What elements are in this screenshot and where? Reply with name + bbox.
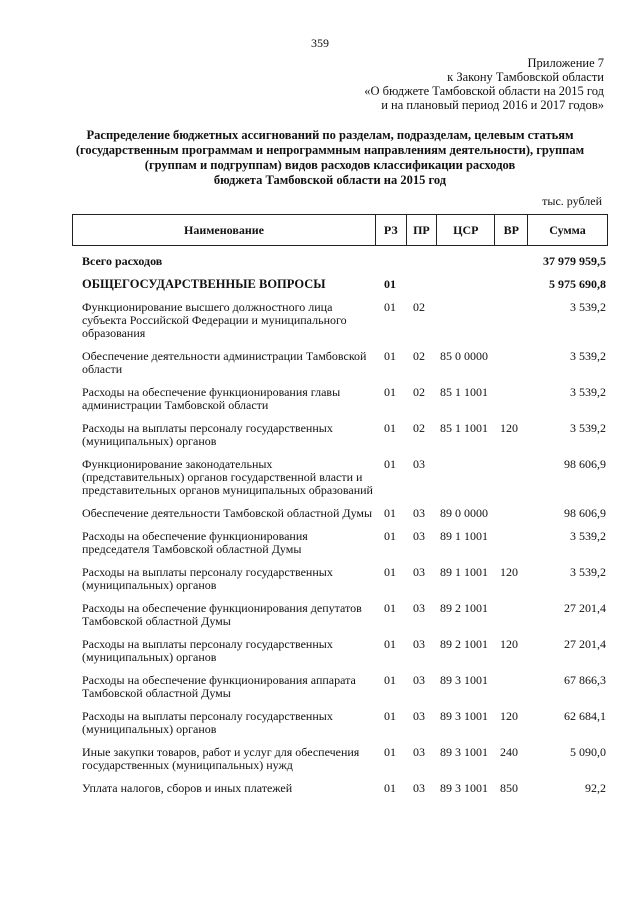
cell-csr xyxy=(438,301,496,340)
cell-rz: 01 xyxy=(384,565,396,579)
cell-name: Уплата налогов, сборов и иных платежей xyxy=(82,781,293,795)
cell-name: Обеспечение деятельности Тамбовской областной Думы xyxy=(82,506,373,520)
cell-sum: 5 090,0 xyxy=(570,745,606,759)
cell-csr: 89 3 1001 xyxy=(440,709,488,723)
cell-name: Расходы на обеспечение функционирования аппарата Тамбовской областной Думы xyxy=(82,673,356,700)
units-label: тыс. рублей xyxy=(542,194,602,208)
cell-csr: 89 3 1001 xyxy=(440,673,488,687)
cell-name: Расходы на выплаты персоналу государственных (муниципальных) органов xyxy=(82,637,333,664)
cell-name: Расходы на обеспечение функционирования депутатов Тамбовской областной Думы xyxy=(82,601,362,628)
table-row xyxy=(72,507,608,520)
cell-csr: 85 1 1001 xyxy=(440,385,488,399)
table-header xyxy=(72,214,608,246)
cell-rz: 01 xyxy=(384,637,396,651)
cell-rz: 01 xyxy=(384,781,396,795)
cell-rz: 01 xyxy=(384,601,396,615)
title-line: (государственным программам и непрограммным направлениям деятельности), группам xyxy=(75,143,585,157)
cell-vr xyxy=(496,507,528,520)
cell-csr xyxy=(438,278,496,291)
table-row xyxy=(72,530,608,556)
cell-rz: 01 xyxy=(384,349,396,363)
cell-pr: 03 xyxy=(413,457,425,471)
cell-pr: 03 xyxy=(413,637,425,651)
cell-sum: 27 201,4 xyxy=(564,601,606,615)
cell-csr: 85 1 1001 xyxy=(440,421,488,435)
cell-vr xyxy=(496,278,528,291)
cell-rz: 01 xyxy=(384,385,396,399)
cell-rz: 01 xyxy=(384,709,396,723)
cell-rz: 01 xyxy=(384,277,396,291)
cell-pr: 02 xyxy=(413,385,425,399)
header-sum: Сумма xyxy=(527,215,607,245)
cell-vr xyxy=(496,674,528,700)
cell-csr: 89 3 1001 xyxy=(440,781,488,795)
cell-pr: 02 xyxy=(413,300,425,314)
appendix-line: и на плановый период 2016 и 2017 годов» xyxy=(381,98,604,112)
cell-pr xyxy=(408,278,438,291)
document-title xyxy=(60,128,600,188)
cell-sum: 62 684,1 xyxy=(564,709,606,723)
cell-pr: 03 xyxy=(413,745,425,759)
cell-name: Расходы на выплаты персоналу государственных (муниципальных) органов xyxy=(82,565,333,592)
cell-rz: 01 xyxy=(384,673,396,687)
cell-vr xyxy=(496,350,528,376)
cell-vr: 240 xyxy=(500,745,518,759)
table-row xyxy=(72,746,608,772)
table-row xyxy=(72,301,608,340)
cell-csr: 85 0 0000 xyxy=(440,349,488,363)
table-row xyxy=(72,255,608,268)
cell-sum: 27 201,4 xyxy=(564,637,606,651)
table-row xyxy=(72,458,608,497)
appendix-reference xyxy=(364,56,604,112)
cell-pr: 03 xyxy=(413,709,425,723)
cell-name: Расходы на выплаты персоналу государственных (муниципальных) органов xyxy=(82,709,333,736)
cell-name: Функционирование высшего должностного лица субъекта Российской Федерации и муниципального образования xyxy=(82,300,347,340)
table-body xyxy=(72,255,608,795)
cell-name: Обеспечение деятельности администрации Тамбовской области xyxy=(82,349,367,376)
cell-name: Расходы на обеспечение функционирования главы администрации Тамбовской области xyxy=(82,385,341,412)
cell-csr xyxy=(438,458,496,497)
header-name: Наименование xyxy=(184,222,264,237)
table-row xyxy=(72,386,608,412)
cell-sum: 92,2 xyxy=(585,781,606,795)
table-row xyxy=(72,422,608,448)
table-row xyxy=(72,350,608,376)
cell-rz: 01 xyxy=(384,529,396,543)
cell-rz: 01 xyxy=(384,300,396,314)
cell-sum: 98 606,9 xyxy=(564,506,606,520)
cell-vr: 120 xyxy=(500,709,518,723)
header-csr: ЦСР xyxy=(436,215,494,245)
table-row xyxy=(72,566,608,592)
cell-sum: 67 866,3 xyxy=(564,673,606,687)
cell-pr: 03 xyxy=(413,529,425,543)
cell-vr xyxy=(496,530,528,556)
table-row xyxy=(72,782,608,795)
cell-sum: 3 539,2 xyxy=(570,529,606,543)
cell-vr: 120 xyxy=(500,637,518,651)
cell-name: Расходы на выплаты персоналу государственных (муниципальных) органов xyxy=(82,421,333,448)
cell-vr: 120 xyxy=(500,421,518,435)
appendix-line: к Закону Тамбовской области xyxy=(447,70,604,84)
header-rz: РЗ xyxy=(375,215,406,245)
cell-csr: 89 1 1001 xyxy=(440,565,488,579)
cell-sum: 3 539,2 xyxy=(570,421,606,435)
cell-vr xyxy=(496,301,528,340)
table-row xyxy=(72,674,608,700)
cell-csr: 89 0 0000 xyxy=(440,506,488,520)
cell-pr: 03 xyxy=(413,781,425,795)
cell-sum: 3 539,2 xyxy=(570,349,606,363)
cell-sum: 98 606,9 xyxy=(564,457,606,471)
cell-sum: 3 539,2 xyxy=(570,385,606,399)
cell-name: Всего расходов xyxy=(82,254,163,268)
cell-name: Расходы на обеспечение функционирования председателя Тамбовской областной Думы xyxy=(82,529,308,556)
cell-vr: 850 xyxy=(500,781,518,795)
title-line: Распределение бюджетных ассигнований по разделам, подразделам, целевым статьям xyxy=(86,128,574,142)
cell-pr: 03 xyxy=(413,673,425,687)
cell-vr xyxy=(496,386,528,412)
cell-rz: 01 xyxy=(384,421,396,435)
table-row xyxy=(72,638,608,664)
cell-sum: 3 539,2 xyxy=(570,300,606,314)
table-row xyxy=(72,710,608,736)
table-row xyxy=(72,602,608,628)
budget-table xyxy=(72,214,608,805)
cell-sum: 5 975 690,8 xyxy=(549,277,606,291)
appendix-line: «О бюджете Тамбовской области на 2015 год xyxy=(364,84,604,98)
cell-pr: 03 xyxy=(413,601,425,615)
cell-sum: 3 539,2 xyxy=(570,565,606,579)
cell-pr xyxy=(408,255,438,268)
cell-csr: 89 2 1001 xyxy=(440,637,488,651)
appendix-line: Приложение 7 xyxy=(527,56,604,70)
header-vr: ВР xyxy=(494,215,527,245)
cell-vr xyxy=(496,602,528,628)
table-row xyxy=(72,278,608,291)
page-number: 359 xyxy=(311,36,329,50)
cell-rz: 01 xyxy=(384,457,396,471)
cell-vr: 120 xyxy=(500,565,518,579)
header-pr: ПР xyxy=(406,215,437,245)
cell-pr: 03 xyxy=(413,565,425,579)
cell-csr: 89 3 1001 xyxy=(440,745,488,759)
cell-pr: 03 xyxy=(413,506,425,520)
title-line: бюджета Тамбовской области на 2015 год xyxy=(213,173,447,187)
cell-sum: 37 979 959,5 xyxy=(543,254,606,268)
cell-pr: 02 xyxy=(413,349,425,363)
cell-vr xyxy=(496,458,528,497)
cell-name: Иные закупки товаров, работ и услуг для обеспечения государственных (муниципальных) нужд xyxy=(82,745,360,772)
cell-vr xyxy=(496,255,528,268)
cell-rz: 01 xyxy=(384,506,396,520)
cell-csr xyxy=(438,255,496,268)
cell-rz: 01 xyxy=(384,745,396,759)
cell-name: ОБЩЕГОСУДАРСТВЕННЫЕ ВОПРОСЫ xyxy=(82,277,326,291)
cell-rz xyxy=(378,255,408,268)
cell-pr: 02 xyxy=(413,421,425,435)
title-line: (группам и подгруппам) видов расходов классификации расходов xyxy=(144,158,516,172)
cell-csr: 89 2 1001 xyxy=(440,601,488,615)
cell-name: Функционирование законодательных (представительных) органов государственной власти и представительных органов муниципальных образований xyxy=(82,457,373,497)
cell-csr: 89 1 1001 xyxy=(440,529,488,543)
